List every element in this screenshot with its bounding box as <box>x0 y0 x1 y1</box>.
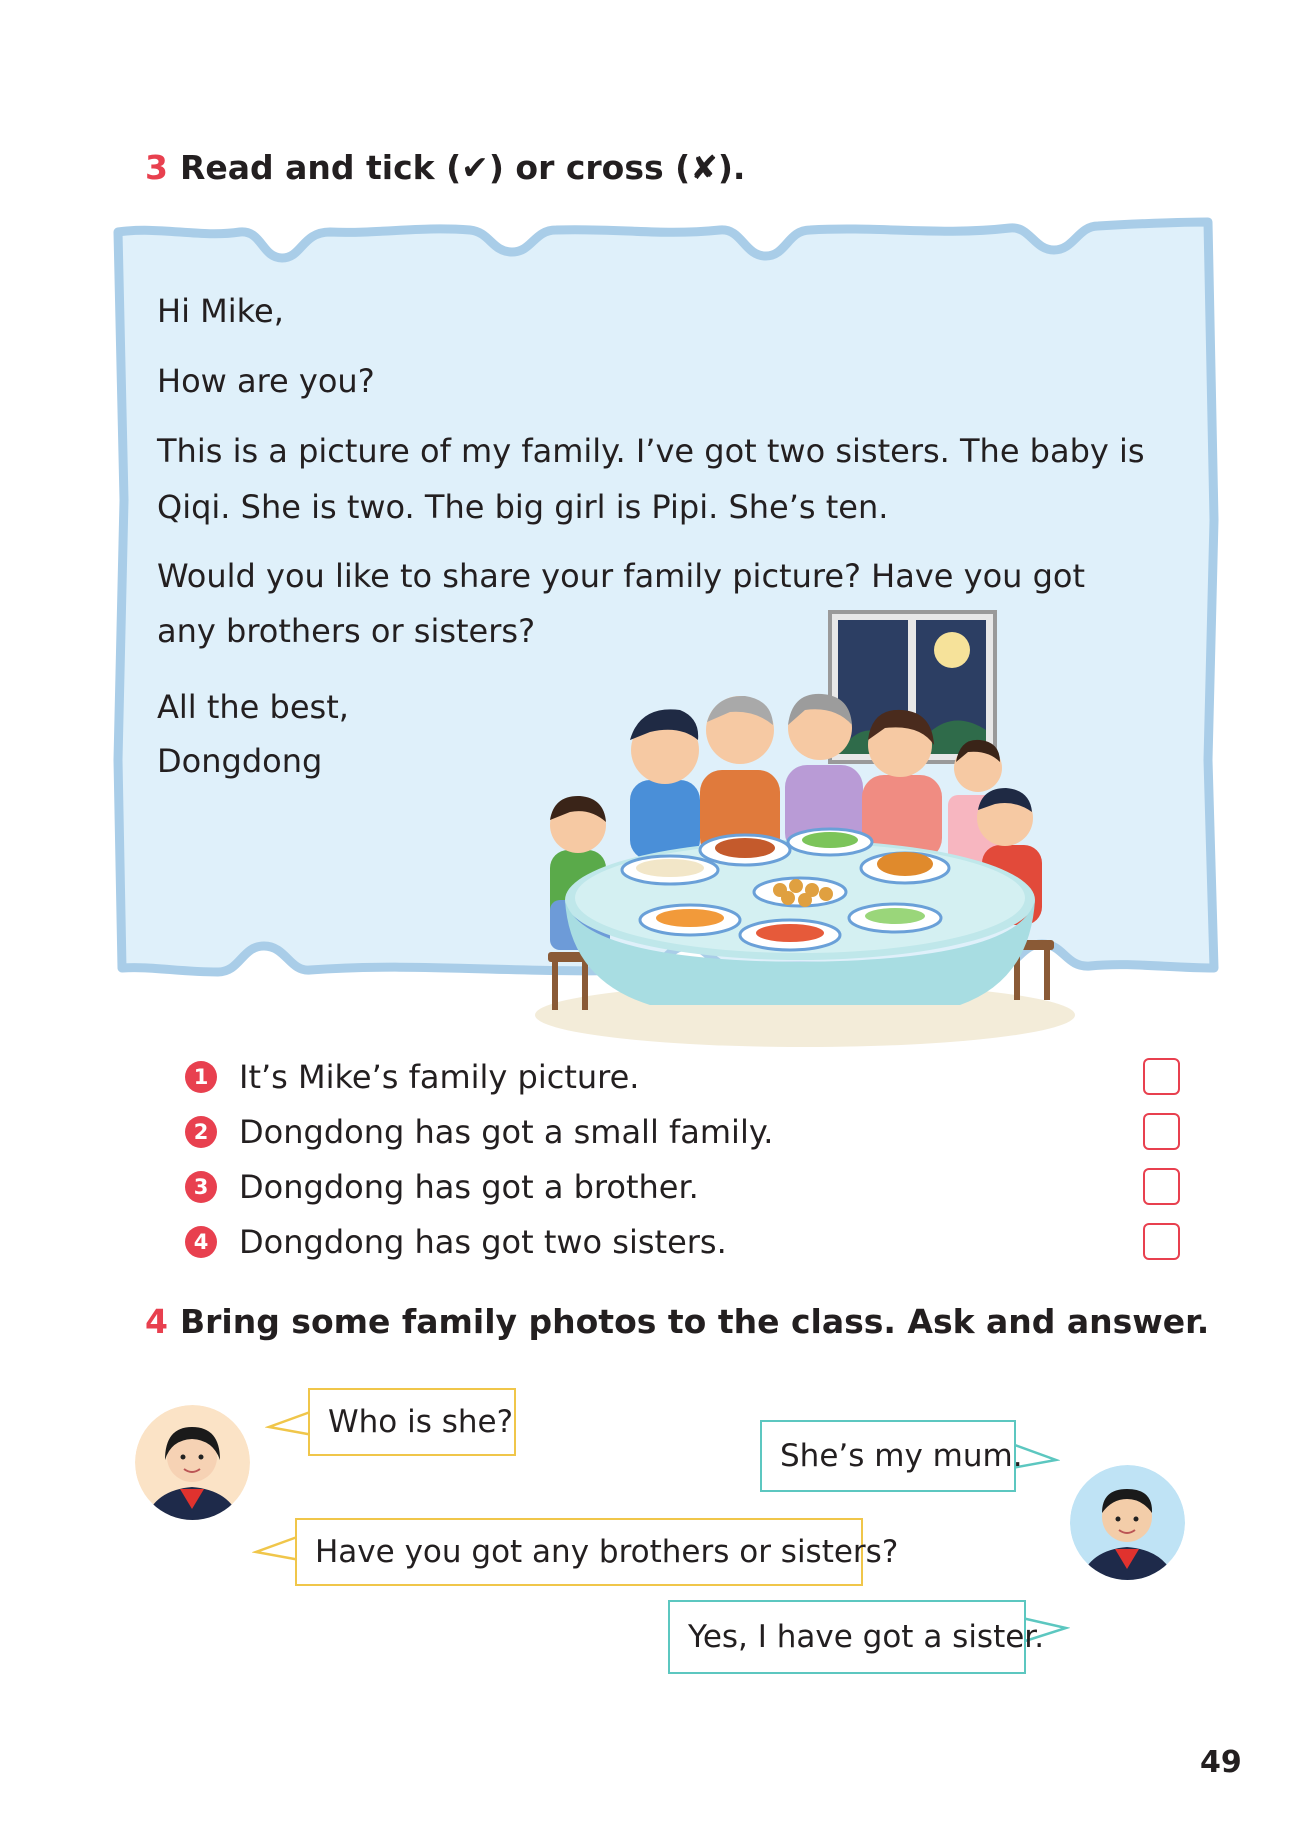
speech-bubble-question-1 <box>308 1388 516 1456</box>
bubble-text: Have you got any brothers or sisters? <box>315 1534 899 1570</box>
letter-paragraph-line: Qiqi. She is two. The big girl is Pipi. She’s ten. <box>157 488 889 526</box>
boy-avatar <box>1070 1465 1185 1580</box>
letter-paragraph-line: Would you like to share your family picture? Have you got <box>157 557 1086 595</box>
exercise-instruction: Bring some family photos to the class. Ask and answer. <box>179 1302 1210 1341</box>
statement-number-badge: 3 <box>185 1171 217 1203</box>
statement-text: Dongdong has got a brother. <box>239 1168 699 1206</box>
letter-signature: Dongdong <box>157 742 323 780</box>
exercise-4-heading <box>145 1302 1209 1341</box>
bubble-text: Who is she? <box>328 1404 514 1440</box>
speech-bubble-answer-1 <box>760 1420 1023 1492</box>
letter-paragraph-line: any brothers or sisters? <box>157 612 536 650</box>
moon-icon <box>934 632 970 668</box>
statement-1 <box>185 1058 639 1096</box>
letter-line: How are you? <box>157 362 375 400</box>
statement-number-badge: 4 <box>185 1226 217 1258</box>
statement-4 <box>185 1223 727 1261</box>
statement-3 <box>185 1168 699 1206</box>
statement-text: Dongdong has got a small family. <box>239 1113 774 1151</box>
statement-number-badge: 1 <box>185 1061 217 1093</box>
exercise-instruction: Read and tick (✔) or cross (✘). <box>179 148 746 187</box>
letter-closing: All the best, <box>157 688 349 726</box>
letter-paragraph-line: This is a picture of my family. I’ve got two sisters. The baby is <box>157 432 1145 470</box>
exercise-number: 3 <box>145 148 168 187</box>
speech-bubble-question-2 <box>295 1518 899 1586</box>
statement-2 <box>185 1113 773 1151</box>
tick-box-2[interactable] <box>1143 1113 1180 1150</box>
tick-box-1[interactable] <box>1143 1058 1180 1095</box>
tick-box-3[interactable] <box>1143 1168 1180 1205</box>
speech-bubble-answer-2 <box>668 1600 1045 1674</box>
exercise-number: 4 <box>145 1302 168 1341</box>
bubble-text: Yes, I have got a sister. <box>688 1619 1045 1655</box>
statement-text: It’s Mike’s family picture. <box>239 1058 640 1096</box>
tick-box-4[interactable] <box>1143 1223 1180 1260</box>
letter-greeting: Hi Mike, <box>157 292 284 330</box>
statement-number-badge: 2 <box>185 1116 217 1148</box>
bubble-text: She’s my mum. <box>780 1438 1023 1474</box>
family-dinner-illustration <box>500 600 1120 1050</box>
page-number: 49 <box>1200 1745 1242 1780</box>
girl-avatar <box>135 1405 250 1520</box>
statement-text: Dongdong has got two sisters. <box>239 1223 727 1261</box>
